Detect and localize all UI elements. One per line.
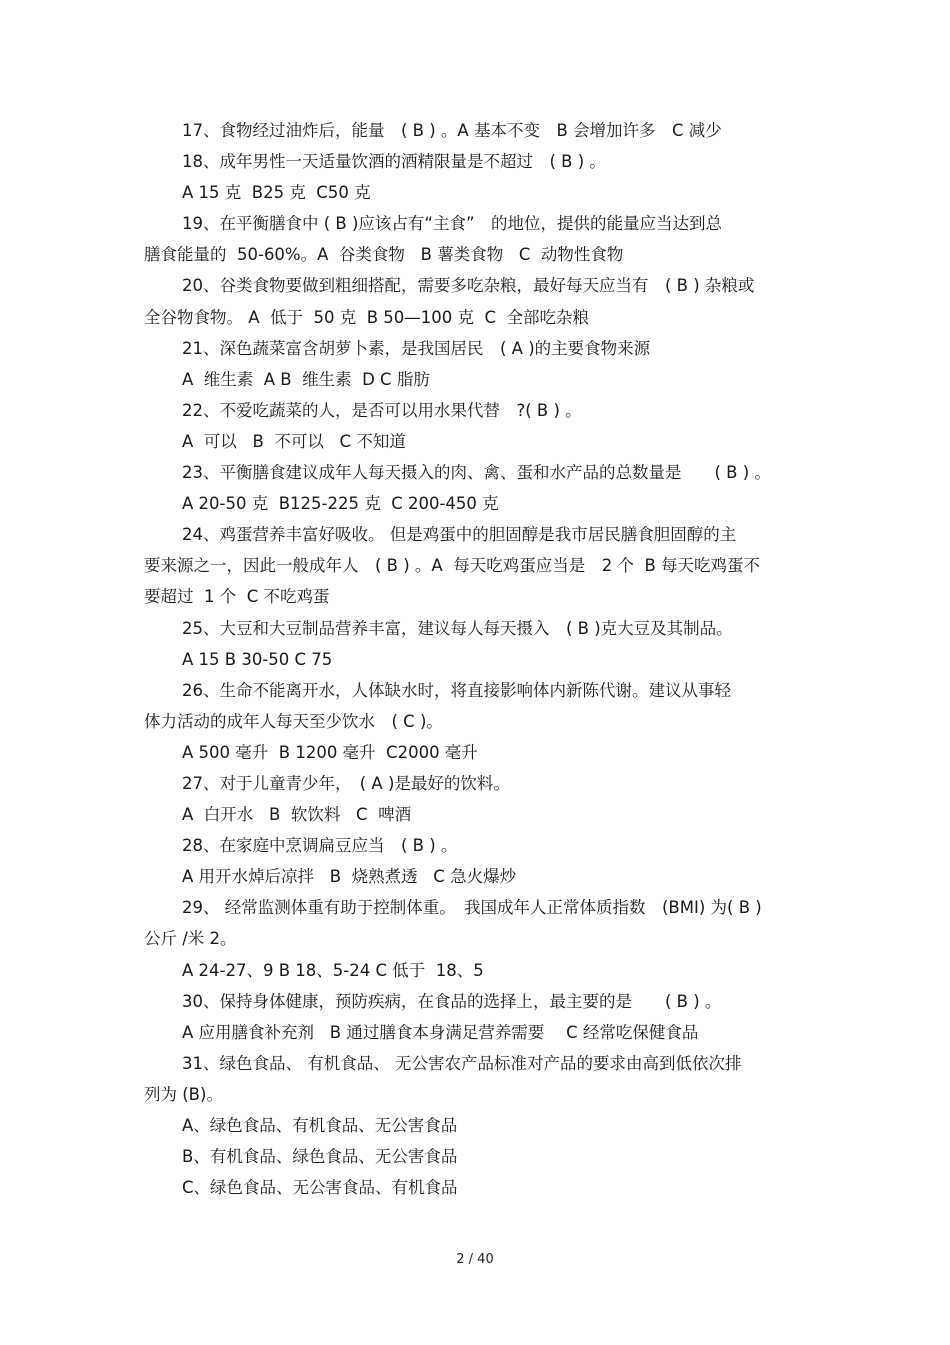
text-line: A 可以 B 不可以 C 不知道 [182,431,406,451]
text-line: 17、食物经过油炸后，能量 ( B ) 。A 基本不变 B 会增加许多 C 减少 [182,121,722,140]
text-line: 膳食能量的 50-60%。A 谷类食物 B 薯类食物 C 动物性食物 [144,245,624,265]
text-line: 体力活动的成年人每天至少饮水 ( C )。 [144,711,443,731]
text-line: 19、在平衡膳食中 ( B )应该占有“主食” 的地位，提供的能量应当达到总 [182,214,723,234]
text-line: 要超过 1 个 C 不吃鸡蛋 [144,587,330,607]
document-body [0,115,950,1203]
text-line: 要来源之一，因此一般成年人 ( B ) 。A 每天吃鸡蛋应当是 2 个 B 每天吃鸡蛋不 [144,556,761,576]
text-line: A 500 毫升 B 1200 毫升 C2000 毫升 [182,742,478,762]
text-line: 21、深色蔬菜富含胡萝卜素，是我国居民 ( A )的主要食物来源 [182,338,651,358]
text-line: 28、在家庭中烹调扁豆应当 ( B ) 。 [182,836,458,856]
text-line: 27、对于儿童青少年， ( A )是最好的饮料。 [182,773,510,793]
page-number: 2 / 40 [456,1252,494,1267]
text-line: 公斤 /米 2。 [144,929,237,949]
text-line: A 用开水焯后凉拌 B 烧熟煮透 C 急火爆炒 [182,867,517,887]
text-line: 29、 经常监测体重有助于控制体重。 我国成年人正常体质指数 (BMI) 为( B ) [182,898,762,918]
text-line: 列为 (B)。 [144,1084,223,1104]
text-line: A 维生素 A B 维生素 D C 脂肪 [182,369,430,389]
text-line: B、有机食品、绿色食品、无公害食品 [182,1147,458,1167]
text-line: 23、平衡膳食建议成年人每天摄入的肉、禽、蛋和水产品的总数量是 ( B ) 。 [182,463,771,483]
text-line: 26、生命不能离开水，人体缺水时，将直接影响体内新陈代谢。建议从事轻 [182,680,731,700]
text-line: 22、不爱吃蔬菜的人，是否可以用水果代替 ?( B ) 。 [182,400,582,420]
text-line: 24、鸡蛋营养丰富好吸收。 但是鸡蛋中的胆固醇是我市居民膳食胆固醇的主 [182,525,737,545]
text-line: 18、成年男性一天适量饮酒的酒精限量是不超过 ( B ) 。 [182,152,606,172]
text-line: A 20-50 克 B125-225 克 C 200-450 克 [182,494,499,514]
text-line: A 应用膳食补充剂 B 通过膳食本身满足营养需要 C 经常吃保健食品 [182,1022,699,1042]
text-line: 25、大豆和大豆制品营养丰富，建议每人每天摄入 ( B )克大豆及其制品。 [182,618,733,638]
text-line: 31、绿色食品、 有机食品、 无公害农产品标准对产品的要求由高到低依次排 [182,1053,742,1073]
text-line: 20、谷类食物要做到粗细搭配，需要多吃杂粮，最好每天应当有 ( B ) 杂粮或 [182,276,755,296]
text-line: C、绿色食品、无公害食品、有机食品 [182,1178,458,1198]
text-line: A 白开水 B 软饮料 C 啤酒 [182,805,412,825]
text-line: A 15 B 30-50 C 75 [182,649,333,669]
text-line: A 24-27、9 B 18、5-24 C 低于 18、5 [182,960,484,980]
text-line: 30、保持身体健康，预防疾病，在食品的选择上，最主要的是 ( B ) 。 [182,991,722,1011]
text-line: 全谷物食物。 A 低于 50 克 B 50—100 克 C 全部吃杂粮 [144,307,590,327]
text-line: A、绿色食品、有机食品、无公害食品 [182,1116,458,1135]
text-line: A 15 克 B25 克 C50 克 [182,183,371,203]
